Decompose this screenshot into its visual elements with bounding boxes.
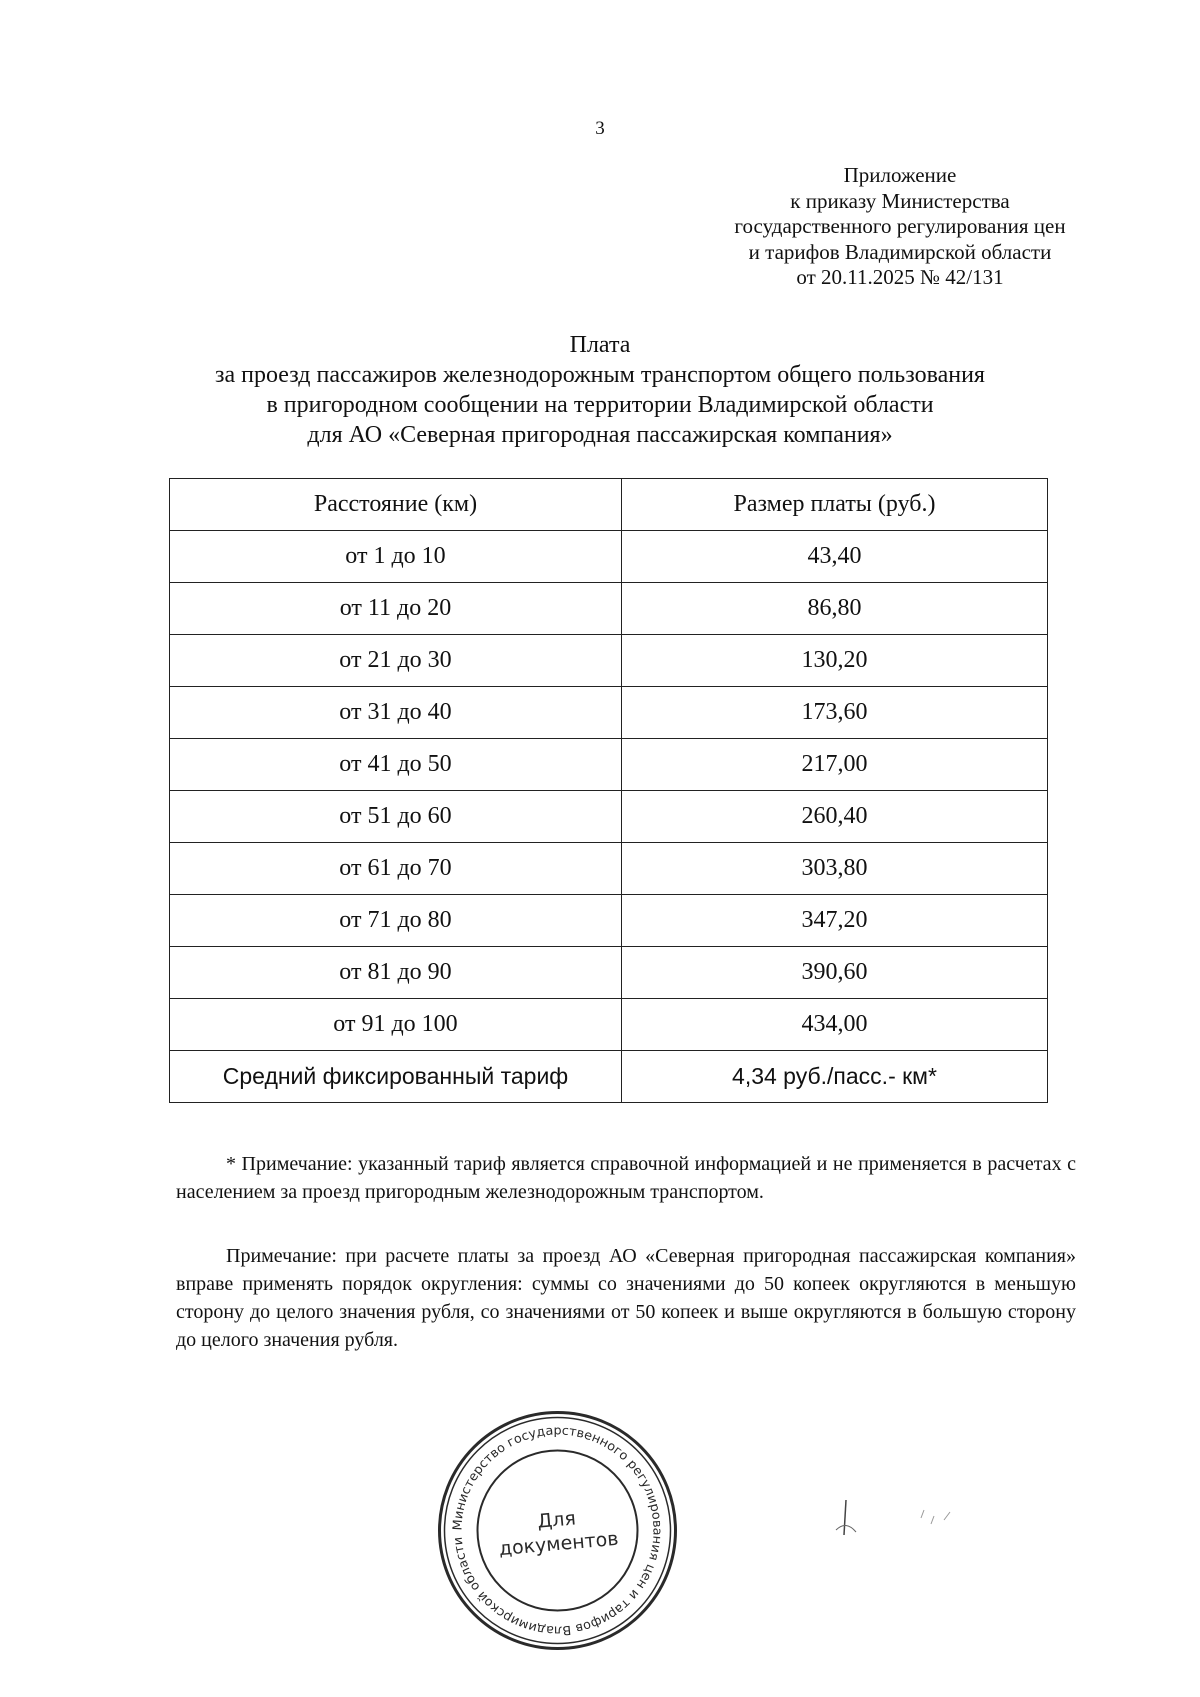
fee-cell: 130,20 (622, 635, 1048, 687)
distance-cell: от 81 до 90 (170, 947, 622, 999)
table-header-row (170, 479, 1048, 531)
appendix-header (700, 163, 1100, 291)
distance-cell: от 11 до 20 (170, 583, 622, 635)
title-line: за проезд пассажиров железнодорожным транспортом общего пользования (215, 362, 985, 388)
table-row (170, 687, 1048, 739)
appendix-line: Приложение (843, 163, 957, 187)
table-row (170, 947, 1048, 999)
header-distance: Расстояние (км) (170, 479, 622, 531)
appendix-line: от 20.11.2025 № 42/131 (796, 265, 1004, 289)
table-row (170, 583, 1048, 635)
fee-cell: 43,40 (622, 531, 1048, 583)
appendix-line: и тарифов Владимирской области (748, 239, 1052, 264)
fee-cell: 434,00 (622, 999, 1048, 1051)
distance-cell: от 31 до 40 (170, 687, 622, 739)
distance-cell: от 61 до 70 (170, 843, 622, 895)
appendix-line: государственного регулирования цен (734, 214, 1066, 238)
stamp-center-line: Для (536, 1507, 577, 1533)
distance-cell: от 91 до 100 (170, 999, 622, 1051)
stamp-seal-icon (435, 1408, 680, 1653)
fee-cell: 86,80 (622, 583, 1048, 635)
official-stamp (435, 1408, 680, 1653)
footnote-note: * Примечание: указанный тариф является справочной информацией и не применяется в расчетах с населением за проезд пригородным железнодорожным транспортом. (176, 1153, 1076, 1203)
fee-cell: 173,60 (622, 687, 1048, 739)
table-row (170, 531, 1048, 583)
summary-label: Средний фиксированный тариф (170, 1051, 622, 1103)
distance-cell: от 51 до 60 (170, 791, 622, 843)
summary-row (170, 1051, 1048, 1103)
table-row (170, 999, 1048, 1051)
summary-value: 4,34 руб./пасс.- км* (622, 1051, 1048, 1103)
appendix-line: к приказу Министерства (790, 188, 1010, 213)
fee-cell: 347,20 (622, 895, 1048, 947)
stamp-ring-text: Министерство государственного регулирования цен и тарифов Владимирской области (449, 1422, 666, 1639)
title-line: Плата (569, 332, 631, 358)
distance-cell: от 1 до 10 (170, 531, 622, 583)
tariff-table (169, 478, 1048, 1103)
distance-cell: от 71 до 80 (170, 895, 622, 947)
table-row (170, 635, 1048, 687)
table-row (170, 843, 1048, 895)
fee-cell: 217,00 (622, 739, 1048, 791)
title-line: в пригородном сообщении на территории Владимирской области (266, 392, 934, 418)
rounding-note: Примечание: при расчете платы за проезд АО «Северная пригородная пассажирская компания» вправе применять порядок округления: суммы со значениями до 50 копеек округляются в меньшую сторону до целого значения рубля, со значениями от 50 копеек и выше округляются в большую сторону до целого значения рубля. (176, 1245, 1076, 1351)
distance-cell: от 21 до 30 (170, 635, 622, 687)
title-line: для АО «Северная пригородная пассажирская компания» (307, 422, 893, 448)
table-row (170, 739, 1048, 791)
stamp-center-line: документов (498, 1527, 620, 1561)
document-title (120, 330, 1080, 450)
table-row (170, 895, 1048, 947)
fee-cell: 390,60 (622, 947, 1048, 999)
fee-cell: 260,40 (622, 791, 1048, 843)
page-number: 3 (595, 118, 605, 139)
distance-cell: от 41 до 50 (170, 739, 622, 791)
fee-cell: 303,80 (622, 843, 1048, 895)
header-fee: Размер платы (руб.) (622, 479, 1048, 531)
table-row (170, 791, 1048, 843)
pen-marks-icon (826, 1490, 966, 1550)
